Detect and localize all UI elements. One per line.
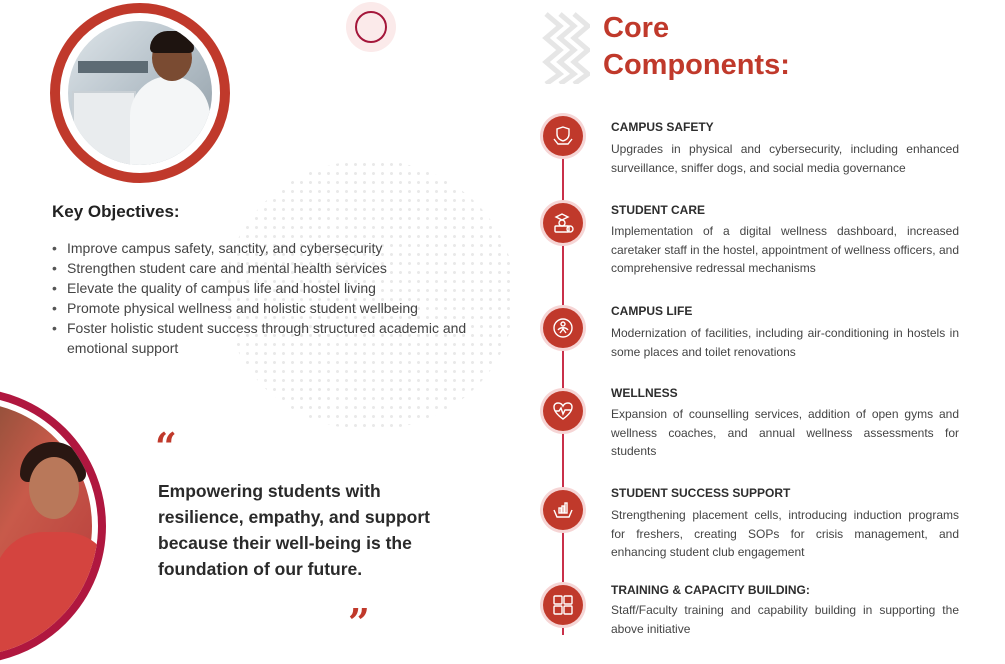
key-objectives-list xyxy=(52,238,472,358)
quote-open-mark: “ xyxy=(155,424,177,469)
objective-item: • Elevate the quality of campus life and hostel living xyxy=(52,278,472,298)
core-components-heading-line1: Core xyxy=(603,12,670,44)
component-description: Expansion of counselling services, addition of open gyms and wellness coaches, and annual wellness assessments for students xyxy=(611,407,959,458)
objective-item: • Improve campus safety, sanctity, and cybersecurity xyxy=(52,238,472,258)
lotus-person-icon xyxy=(543,308,583,348)
component-description: Modernization of facilities, including air-conditioning in hostels in some places and toilet renovations xyxy=(611,326,959,359)
key-objectives-heading: Key Objectives: xyxy=(52,202,180,221)
chevron-pattern-icon xyxy=(540,12,590,84)
quote-text: Empowering students with resilience, empathy, and support because their well-being is the foundation of our future. xyxy=(158,481,430,579)
component-description: Upgrades in physical and cybersecurity, including enhanced surveillance, sniffer dogs, and social media governance xyxy=(611,142,959,175)
component-title: CAMPUS LIFE xyxy=(611,304,693,318)
team-grid-icon xyxy=(543,585,583,625)
shield-hands-icon xyxy=(543,116,583,156)
component-title: WELLNESS xyxy=(611,386,678,400)
core-components-heading-line2: Components: xyxy=(603,49,790,81)
component-description: Strengthening placement cells, introducing induction programs for freshers, creating SOPs for crisis management, and enhancing student club engagement xyxy=(611,508,959,559)
component-title: TRAINING & CAPACITY BUILDING: xyxy=(611,583,810,597)
component-title: CAMPUS SAFETY xyxy=(611,120,714,134)
decorative-circle xyxy=(346,2,396,52)
lab-researcher-photo xyxy=(50,3,230,183)
objective-item: • Foster holistic student success through structured academic and emotional support xyxy=(52,318,472,358)
component-description: Implementation of a digital wellness dashboard, increased caretaker staff in the hostel, appointment of wellness officers, and comprehensive redressal mechanisms xyxy=(611,224,959,275)
objective-item: • Promote physical wellness and holistic student wellbeing xyxy=(52,298,472,318)
quote-close-mark: ” xyxy=(348,600,370,645)
hands-growth-icon xyxy=(543,490,583,530)
objective-item: • Strengthen student care and mental health services xyxy=(52,258,472,278)
graduate-care-icon xyxy=(543,203,583,243)
core-components-heading xyxy=(603,10,790,84)
heart-pulse-icon xyxy=(543,391,583,431)
component-description: Staff/Faculty training and capability building in supporting the above initiative xyxy=(611,603,959,636)
component-title: STUDENT CARE xyxy=(611,203,706,217)
student-reading-photo xyxy=(0,388,106,664)
component-title: STUDENT SUCCESS SUPPORT xyxy=(611,486,791,500)
